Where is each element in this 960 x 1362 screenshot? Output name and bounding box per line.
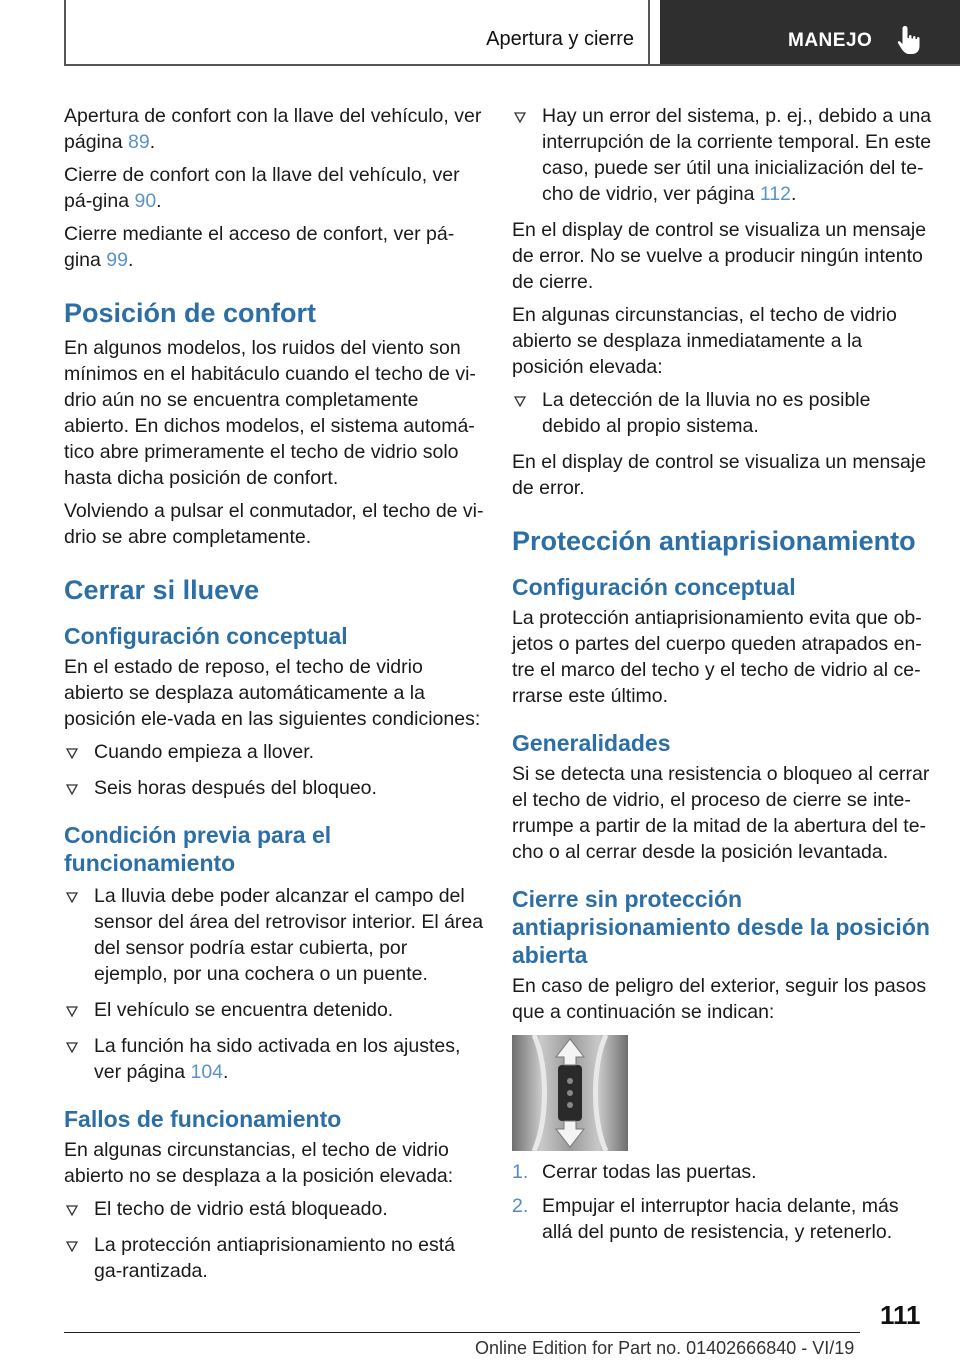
pointing-hand-icon xyxy=(896,24,926,56)
section-title: Apertura y cierre xyxy=(486,28,634,50)
paragraph: Si se detecta una resistencia o bloqueo al cerrar el techo de vidrio, el proceso de cierre se inte-rrumpe a partir de la mitad de la abertura del te-cho o al cerrar desde la posición levantada. xyxy=(512,763,930,863)
paragraph: Cierre mediante el acceso de confort, ver pá-gina 99. xyxy=(64,223,455,271)
step-number: 1. xyxy=(512,1161,529,1183)
header-rule xyxy=(64,64,960,66)
step-text: Empujar el interruptor hacia delante, más allá del punto de resistencia, y retenerlo. xyxy=(542,1195,899,1243)
numbered-steps xyxy=(512,1159,932,1245)
paragraph: En el display de control se visualiza un mensaje de error. No se vuelve a producir ningún intento de cierre. xyxy=(512,219,927,293)
paragraph: Volviendo a pulsar el conmutador, el techo de vi-drio se abre completamente. xyxy=(64,500,484,548)
paragraph: En el estado de reposo, el techo de vidrio abierto se desplaza automáticamente a la posición ele-vada en las siguientes condiciones: xyxy=(64,656,481,730)
list-item: El vehículo se encuentra detenido. xyxy=(64,997,484,1023)
heading-configuracion: Configuración conceptual xyxy=(512,574,796,600)
header-section-box xyxy=(64,0,650,66)
heading-generalidades: Generalidades xyxy=(512,730,671,756)
list-item: Seis horas después del bloqueo. xyxy=(64,775,484,801)
paragraph: La protección antiaprisionamiento evita que ob-jetos o partes del cuerpo queden atrapados en-tre el marco del techo y el techo de vidrio al ce-rrarse este último. xyxy=(512,607,922,707)
page-link[interactable]: 112 xyxy=(759,183,791,205)
list-item xyxy=(512,1159,932,1185)
page-link[interactable]: 89 xyxy=(127,131,150,153)
triangle-bullet-icon xyxy=(66,1042,78,1053)
triangle-bullet-icon xyxy=(66,748,78,759)
list-item: La detección de la lluvia no es posible debido al propio sistema. xyxy=(512,387,932,439)
heading-cerrar-si-llueve: Cerrar si llueve xyxy=(64,575,260,605)
step-text: Cerrar todas las puertas. xyxy=(542,1161,757,1183)
step-number: 2. xyxy=(512,1195,529,1217)
right-column xyxy=(512,103,932,1253)
list-item: Cuando empieza a llover. xyxy=(64,739,484,765)
page-link[interactable]: 99 xyxy=(106,249,128,271)
triangle-bullet-icon xyxy=(514,396,526,407)
heading-fallos: Fallos de funcionamiento xyxy=(64,1106,342,1132)
left-column xyxy=(64,103,484,1294)
footer-edition: Online Edition for Part no. 01402666840 - VI/19 xyxy=(475,1338,855,1358)
chapter-title: MANEJO xyxy=(788,30,873,51)
paragraph: Cierre de confort con la llave del vehículo, ver pá-gina 90. xyxy=(64,164,460,212)
header-chapter-tab xyxy=(660,0,960,66)
heading-proteccion: Protección antiaprisionamiento xyxy=(512,526,916,556)
page-number: 111 xyxy=(880,1300,921,1330)
list-item xyxy=(512,1193,932,1245)
bullet-list xyxy=(64,883,484,1085)
page-link[interactable]: 104 xyxy=(190,1061,224,1083)
triangle-bullet-icon xyxy=(66,784,78,795)
triangle-bullet-icon xyxy=(66,1205,78,1216)
list-item: El techo de vidrio está bloqueado. xyxy=(64,1196,484,1222)
paragraph: En algunos modelos, los ruidos del viento son mínimos en el habitáculo cuando el techo de vi-drio aún no se encuentra completamente abierto. En dichos modelos, el sistema automá-tico abre primeramente el techo de vidrio solo hasta dicha posición de confort. xyxy=(64,337,476,489)
footer-rule xyxy=(64,1332,860,1333)
page-link[interactable]: 90 xyxy=(134,190,157,212)
paragraph: En caso de peligro del exterior, seguir los pasos que a continuación se indican: xyxy=(512,975,927,1023)
bullet-list xyxy=(64,739,484,801)
paragraph: En algunas circunstancias, el techo de vidrio abierto se desplaza inmediatamente a la posición elevada: xyxy=(512,304,897,378)
triangle-bullet-icon xyxy=(514,112,526,123)
heading-posicion-confort: Posición de confort xyxy=(64,298,317,328)
triangle-bullet-icon xyxy=(66,1006,78,1017)
triangle-bullet-icon xyxy=(66,1241,78,1252)
paragraph: Apertura de confort con la llave del vehículo, ver página 89. xyxy=(64,105,482,153)
paragraph: En algunas circunstancias, el techo de vidrio abierto no se desplaza a la posición elevada: xyxy=(64,1139,454,1187)
list-item: La lluvia debe poder alcanzar el campo del sensor del área del retrovisor interior. El área del sensor podría estar cubierta, por ejemplo, por una cochera o un puente. xyxy=(64,883,484,987)
heading-condicion-previa: Condición previa para el funcionamiento xyxy=(64,822,332,876)
list-item: La función ha sido activada en los ajustes, ver página 104. xyxy=(64,1033,484,1085)
list-item: Hay un error del sistema, p. ej., debido a una interrupción de la corriente temporal. En este caso, puede ser útil una inicialización del te-cho de vidrio, ver página 112. xyxy=(512,103,932,207)
triangle-bullet-icon xyxy=(66,892,78,903)
heading-configuracion: Configuración conceptual xyxy=(64,623,348,649)
roof-switch-illustration xyxy=(512,1035,628,1151)
paragraph: En el display de control se visualiza un mensaje de error. xyxy=(512,451,927,499)
bullet-list xyxy=(512,387,932,439)
heading-cierre-sin-proteccion: Cierre sin protección antiaprisionamiento desde la posición abierta xyxy=(512,886,930,968)
list-item: La protección antiaprisionamiento no está ga-rantizada. xyxy=(64,1232,484,1284)
bullet-list xyxy=(64,1196,484,1284)
bullet-list xyxy=(512,103,932,207)
